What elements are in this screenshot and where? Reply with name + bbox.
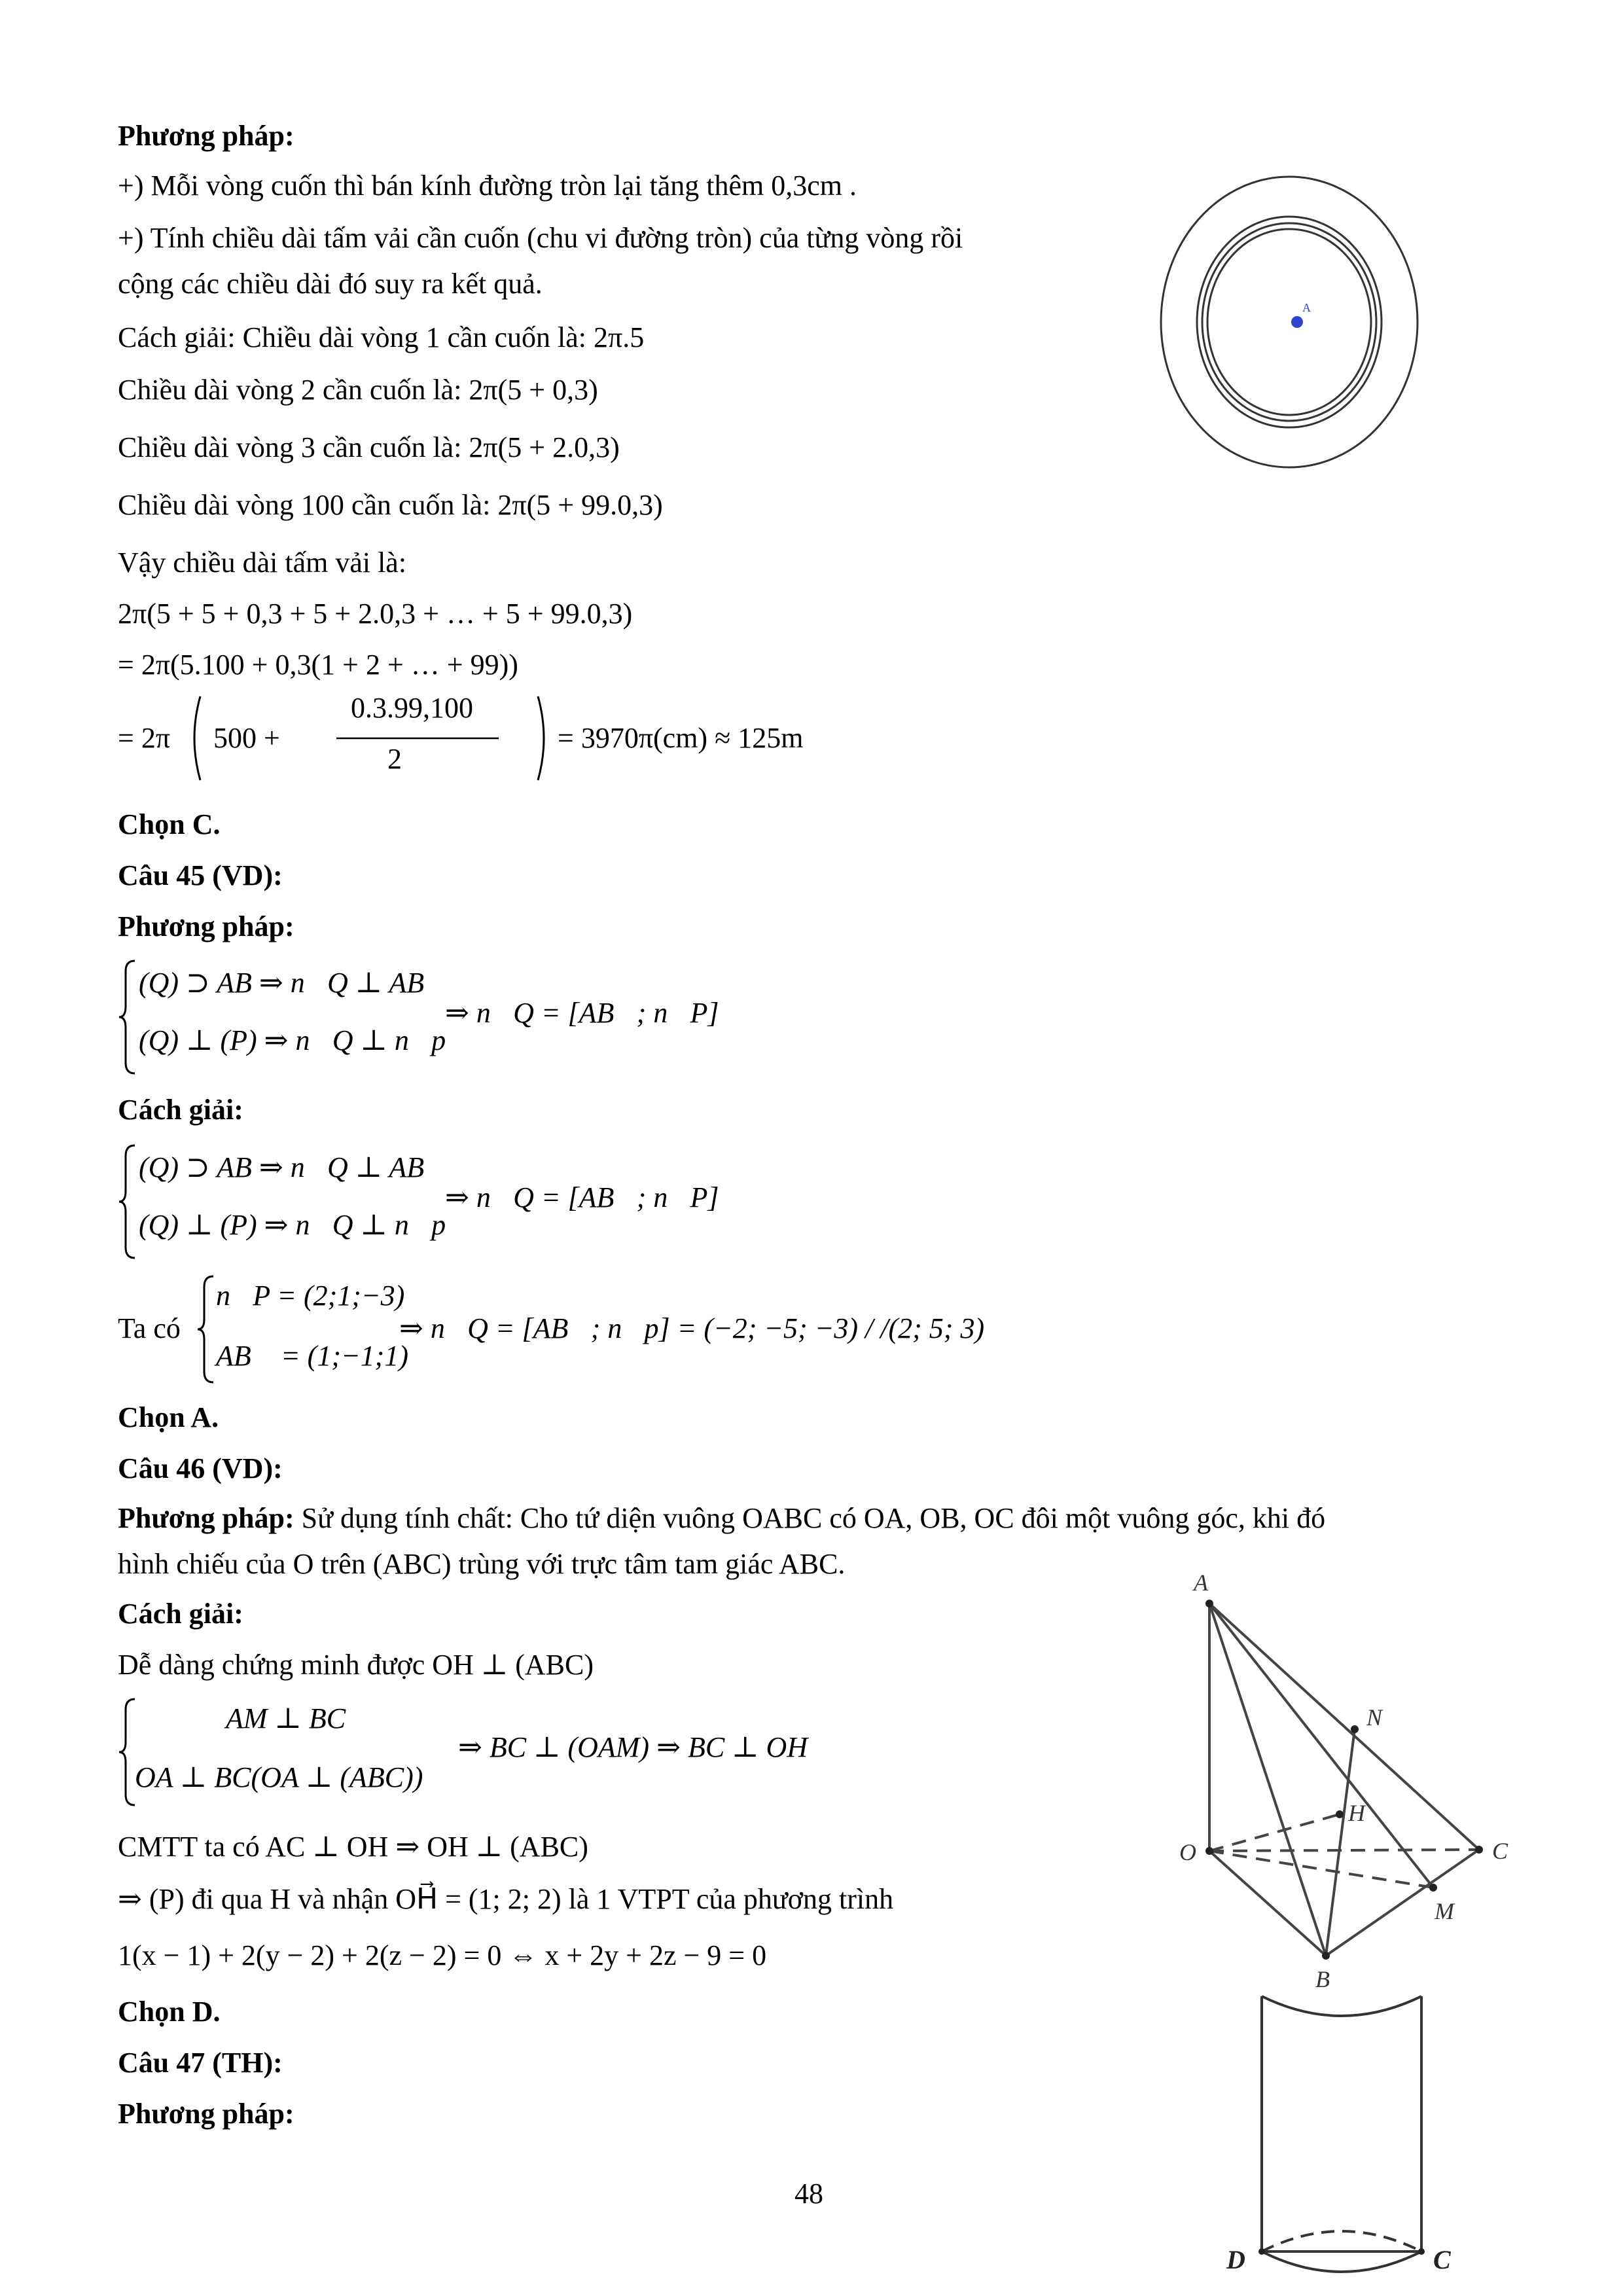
vertex-o-dot — [1205, 1847, 1213, 1855]
q45-solution-system — [118, 1143, 719, 1261]
roll-circle-1 — [1197, 217, 1382, 427]
segment-bn — [1326, 1729, 1355, 1956]
q44-circle-figure — [1152, 171, 1427, 479]
vertex-c-dot — [1475, 1846, 1483, 1854]
vertex-b-dot — [1322, 1952, 1330, 1960]
q45-solution-sys-line-2: (Q) ⊥ (P) ⇒ n⃗Q ⊥ n⃗p — [139, 1209, 446, 1241]
q45-taco-label: Ta có — [118, 1312, 181, 1344]
q46-sys-line-2: OA ⊥ BC(OA ⊥ (ABC)) — [135, 1761, 423, 1793]
label-h: H — [1348, 1800, 1365, 1826]
point-d-dot — [1258, 2248, 1265, 2255]
edge-oc-hidden — [1209, 1850, 1479, 1851]
q45-taco-result: ⇒ n⃗Q = [AB⃗; n⃗p] = (−2; −5; −3) / /(2; 5; 3) — [399, 1312, 985, 1344]
q46-solution-heading: Cách giải: — [118, 1598, 243, 1630]
q46-sys-result: ⇒ BC ⊥ (OAM) ⇒ BC ⊥ OH — [458, 1731, 808, 1763]
q44-solution-line-5: Vậy chiều dài tấm vải là: — [118, 547, 407, 579]
q45-method-sys-line-1: (Q) ⊃ AB ⇒ n⃗Q ⊥ AB⃗ — [139, 967, 447, 999]
q46-tetrahedron-figure — [1171, 1558, 1538, 2003]
point-h-dot — [1336, 1810, 1344, 1818]
q46-method-label: Phương pháp: — [118, 1502, 294, 1534]
label-c: C — [1492, 1838, 1508, 1864]
q45-taco-brace — [196, 1274, 216, 1385]
label-b: B — [1315, 1966, 1330, 1992]
center-point-a — [1291, 316, 1303, 328]
q44-answer: Chọn C. — [118, 808, 221, 840]
q45-method-heading: Phương pháp: — [118, 910, 294, 942]
roll-circle-3 — [1207, 229, 1371, 415]
cylinder-bottom-front — [1262, 2251, 1421, 2272]
q44-eq3-prefix: = 2π — [118, 722, 171, 754]
q45-solution-brace — [118, 1143, 137, 1261]
q47-heading: Câu 47 (TH): — [118, 2047, 283, 2079]
q44-equation-3 — [118, 692, 804, 784]
q45-method-sys-result: ⇒ n⃗Q = [AB⃗; n⃗P] — [445, 997, 719, 1029]
q45-taco-block — [118, 1274, 1034, 1385]
label-n: N — [1366, 1704, 1383, 1731]
q47-cylinder-figure — [1217, 1990, 1505, 2296]
vertex-a-dot — [1205, 1600, 1213, 1607]
segment-oh-hidden — [1209, 1814, 1340, 1851]
q46-sys-line-1: AM ⊥ BC — [226, 1702, 346, 1734]
q46-line-5: 1(x − 1) + 2(y − 2) + 2(z − 2) = 0 ⇔ x + 2y + 2z − 9 = 0 — [118, 1939, 767, 1971]
q44-eq3-denominator: 2 — [387, 743, 402, 775]
q45-method-sys-line-2: (Q) ⊥ (P) ⇒ n⃗Q ⊥ n⃗p — [139, 1024, 446, 1056]
q45-solution-sys-result: ⇒ n⃗Q = [AB⃗; n⃗P] — [445, 1181, 719, 1213]
q44-method-line-1: +) Mỗi vòng cuốn thì bán kính đường tròn lại tăng thêm 0,3cm . — [118, 170, 857, 202]
point-n-dot — [1351, 1725, 1359, 1733]
outer-circle — [1161, 177, 1418, 467]
q44-solution-line-3: Chiều dài vòng 3 cần cuốn là: 2π(5 + 2.0,3) — [118, 431, 620, 463]
point-c-dot — [1418, 2248, 1425, 2255]
label-c: C — [1433, 2245, 1451, 2274]
segment-am — [1209, 1604, 1433, 1888]
q46-method-line-2: hình chiếu của O trên (ABC) trùng với trực tâm tam giác ABC. — [118, 1548, 846, 1580]
page-number: 48 — [794, 2178, 823, 2210]
q44-method-heading: Phương pháp: — [118, 120, 294, 152]
q46-answer: Chọn D. — [118, 1996, 221, 2028]
q46-method-text: Sử dụng tính chất: Cho tứ diện vuông OABC có OA, OB, OC đôi một vuông góc, khi đó — [294, 1502, 1326, 1534]
q44-method-line-2: +) Tính chiều dài tấm vải cần cuốn (chu vi đường tròn) của từng vòng rồi — [118, 222, 963, 254]
q46-line-4: ⇒ (P) đi qua H và nhận OH⃗ = (1; 2; 2) là 1 VTPT của phương trình — [118, 1883, 894, 1915]
q45-method-brace — [118, 958, 137, 1076]
q44-equation-1: 2π(5 + 5 + 0,3 + 5 + 2.0,3 + … + 5 + 99.0,3) — [118, 598, 633, 630]
label-a: A — [1194, 1570, 1208, 1596]
point-m-dot — [1429, 1884, 1437, 1892]
q45-heading: Câu 45 (VD): — [118, 859, 283, 891]
q45-method-system — [118, 958, 719, 1076]
q45-taco-line-1: n⃗P = (2;1;−3) — [216, 1280, 405, 1312]
q44-equation-2: = 2π(5.100 + 0,3(1 + 2 + … + 99)) — [118, 649, 518, 681]
q45-taco-line-2: AB⃗ = (1;−1;1) — [216, 1340, 408, 1372]
q45-solution-sys-line-1: (Q) ⊃ AB ⇒ n⃗Q ⊥ AB⃗ — [139, 1151, 447, 1183]
q44-eq3-a: 500 + — [213, 722, 280, 754]
q46-line-1: Dễ dàng chứng minh được OH ⊥ (ABC) — [118, 1649, 594, 1681]
q44-eq3-numerator: 0.3.99,100 — [351, 692, 473, 724]
q44-solution-line-4: Chiều dài vòng 100 cần cuốn là: 2π(5 + 99.0,3) — [118, 489, 663, 521]
q46-system — [118, 1696, 903, 1808]
label-o: O — [1179, 1839, 1196, 1865]
q44-eq3-result: = 3970π(cm) ≈ 125m — [558, 722, 804, 754]
q46-method-line-1 — [118, 1501, 1325, 1536]
cylinder-top-arc — [1262, 1996, 1421, 2016]
label-d: D — [1226, 2245, 1245, 2274]
edge-bc — [1326, 1850, 1479, 1956]
q45-answer: Chọn A. — [118, 1401, 219, 1433]
q47-method-heading: Phương pháp: — [118, 2098, 294, 2130]
center-label-a: A — [1302, 301, 1311, 314]
q44-solution-line-2: Chiều dài vòng 2 cần cuốn là: 2π(5 + 0,3) — [118, 374, 598, 406]
q46-heading: Câu 46 (VD): — [118, 1452, 283, 1484]
q46-line-3: CMTT ta có AC ⊥ OH ⇒ OH ⊥ (ABC) — [118, 1831, 588, 1863]
cylinder-bottom-back — [1262, 2231, 1421, 2251]
roll-circle-2 — [1202, 223, 1376, 421]
q45-solution-heading: Cách giải: — [118, 1094, 243, 1126]
q44-method-line-3: cộng các chiều dài đó suy ra kết quả. — [118, 268, 543, 300]
q44-solution-line-1: Cách giải: Chiều dài vòng 1 cần cuốn là: 2π.5 — [118, 321, 645, 353]
label-m: M — [1435, 1898, 1454, 1924]
